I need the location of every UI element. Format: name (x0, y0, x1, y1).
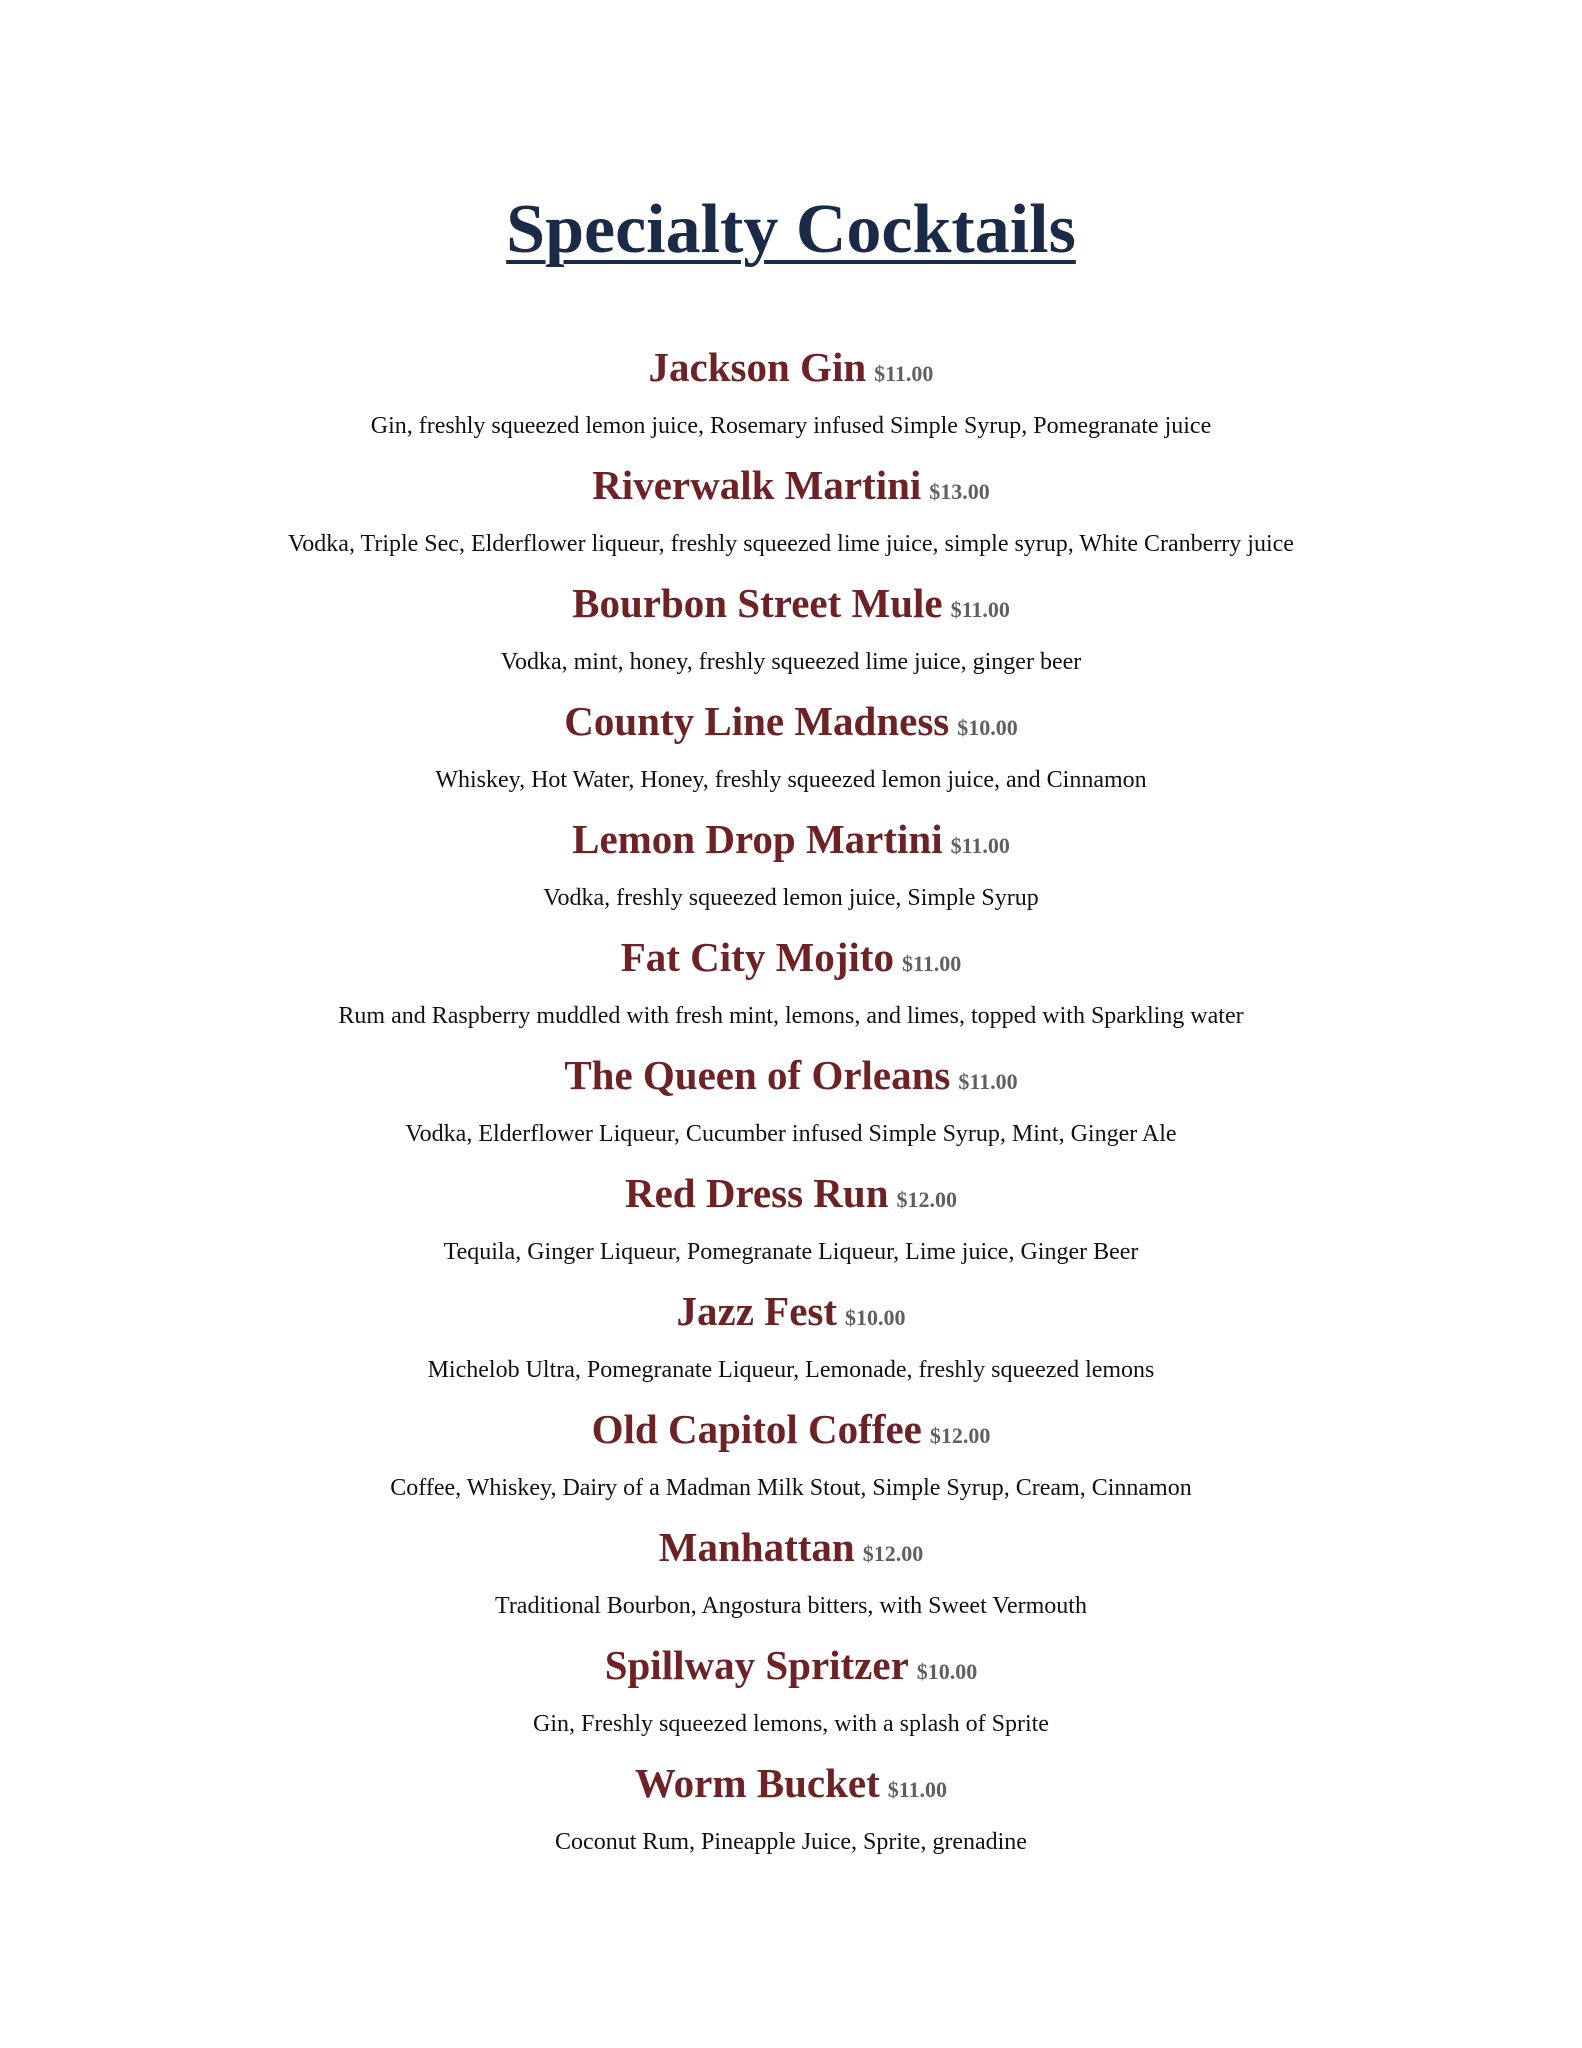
menu-item-header (0, 335, 1582, 399)
menu-item-price: $10.00 (957, 715, 1018, 740)
menu-item-name: Red Dress Run (625, 1170, 889, 1216)
menu-item-name: Worm Bucket (634, 1760, 880, 1806)
cocktail-list (0, 335, 1582, 1869)
menu-item-name: The Queen of Orleans (564, 1052, 951, 1098)
menu-item-name: Riverwalk Martini (592, 462, 922, 508)
menu-item-description: Gin, Freshly squeezed lemons, with a splash of Sprite (533, 1711, 1049, 1737)
menu-item-name: Jackson Gin (648, 344, 867, 390)
menu-item-price: $11.00 (874, 361, 934, 386)
menu-item-description: Whiskey, Hot Water, Honey, freshly squeezed lemon juice, and Cinnamon (435, 767, 1147, 793)
menu-item-name: Fat City Mojito (620, 934, 894, 980)
menu-item (0, 807, 1582, 925)
menu-item-header (0, 1751, 1582, 1815)
menu-item-name: Jazz Fest (676, 1288, 837, 1334)
menu-item-description: Vodka, freshly squeezed lemon juice, Simple Syrup (543, 885, 1039, 911)
menu-item-header (0, 1515, 1582, 1579)
menu-item-header (0, 1161, 1582, 1225)
menu-item-price: $11.00 (887, 1777, 948, 1802)
menu-item-price: $11.00 (950, 833, 1010, 858)
menu-item-description: Vodka, Elderflower Liqueur, Cucumber infused Simple Syrup, Mint, Ginger Ale (405, 1121, 1177, 1147)
menu-item (0, 689, 1582, 807)
menu-item-price: $10.00 (845, 1305, 906, 1330)
menu-item-name: Lemon Drop Martini (572, 816, 943, 862)
menu-item-price: $11.00 (901, 951, 962, 976)
menu-item-price: $13.00 (929, 479, 990, 504)
menu-item (0, 1397, 1582, 1515)
menu-item-description: Gin, freshly squeezed lemon juice, Rosemary infused Simple Syrup, Pomegranate juice (370, 413, 1212, 439)
menu-item-description: Coffee, Whiskey, Dairy of a Madman Milk Stout, Simple Syrup, Cream, Cinnamon (390, 1475, 1192, 1501)
menu-item-name: County Line Madness (564, 698, 950, 744)
menu-item-price: $12.00 (896, 1187, 957, 1212)
menu-item-price: $12.00 (929, 1423, 991, 1448)
menu-item-name: Spillway Spritzer (604, 1642, 909, 1688)
menu-item-header (0, 689, 1582, 753)
menu-item-description: Coconut Rum, Pineapple Juice, Sprite, grenadine (555, 1829, 1027, 1855)
menu-item-price: $11.00 (958, 1069, 1018, 1094)
menu-item-name: Old Capitol Coffee (591, 1406, 922, 1452)
menu-item (0, 1161, 1582, 1279)
menu-item-price: $11.00 (950, 597, 1010, 622)
menu-item (0, 1043, 1582, 1161)
menu-item-header (0, 571, 1582, 635)
menu-item-header (0, 1633, 1582, 1697)
menu-item-price: $10.00 (916, 1659, 978, 1684)
menu-item (0, 453, 1582, 571)
menu-item-description: Traditional Bourbon, Angostura bitters, with Sweet Vermouth (495, 1593, 1087, 1619)
menu-item-header (0, 1043, 1582, 1107)
menu-item-header (0, 453, 1582, 517)
menu-item-description: Rum and Raspberry muddled with fresh mint, lemons, and limes, topped with Sparkling water (338, 1003, 1244, 1029)
menu-item-price: $12.00 (862, 1541, 924, 1566)
menu-item-header (0, 1397, 1582, 1461)
menu-item-description: Michelob Ultra, Pomegranate Liqueur, Lemonade, freshly squeezed lemons (427, 1357, 1155, 1383)
menu-item-name: Bourbon Street Mule (572, 580, 943, 626)
menu-item (0, 1515, 1582, 1633)
menu-item (0, 1633, 1582, 1751)
menu-item (0, 571, 1582, 689)
menu-item-name: Manhattan (658, 1524, 855, 1570)
menu-item-header (0, 807, 1582, 871)
menu-item (0, 335, 1582, 453)
menu-item-description: Vodka, Triple Sec, Elderflower liqueur, freshly squeezed lime juice, simple syrup, White Cranberry juice (288, 531, 1294, 557)
page-title-text: Specialty Cocktails (506, 191, 1076, 268)
menu-item-header (0, 1279, 1582, 1343)
menu-item-description: Tequila, Ginger Liqueur, Pomegranate Liqueur, Lime juice, Ginger Beer (443, 1239, 1139, 1265)
menu-item (0, 1751, 1582, 1869)
menu-item-header (0, 925, 1582, 989)
menu-item (0, 925, 1582, 1043)
page-title (0, 188, 1582, 272)
menu-item-description: Vodka, mint, honey, freshly squeezed lime juice, ginger beer (500, 649, 1082, 675)
menu-item (0, 1279, 1582, 1397)
